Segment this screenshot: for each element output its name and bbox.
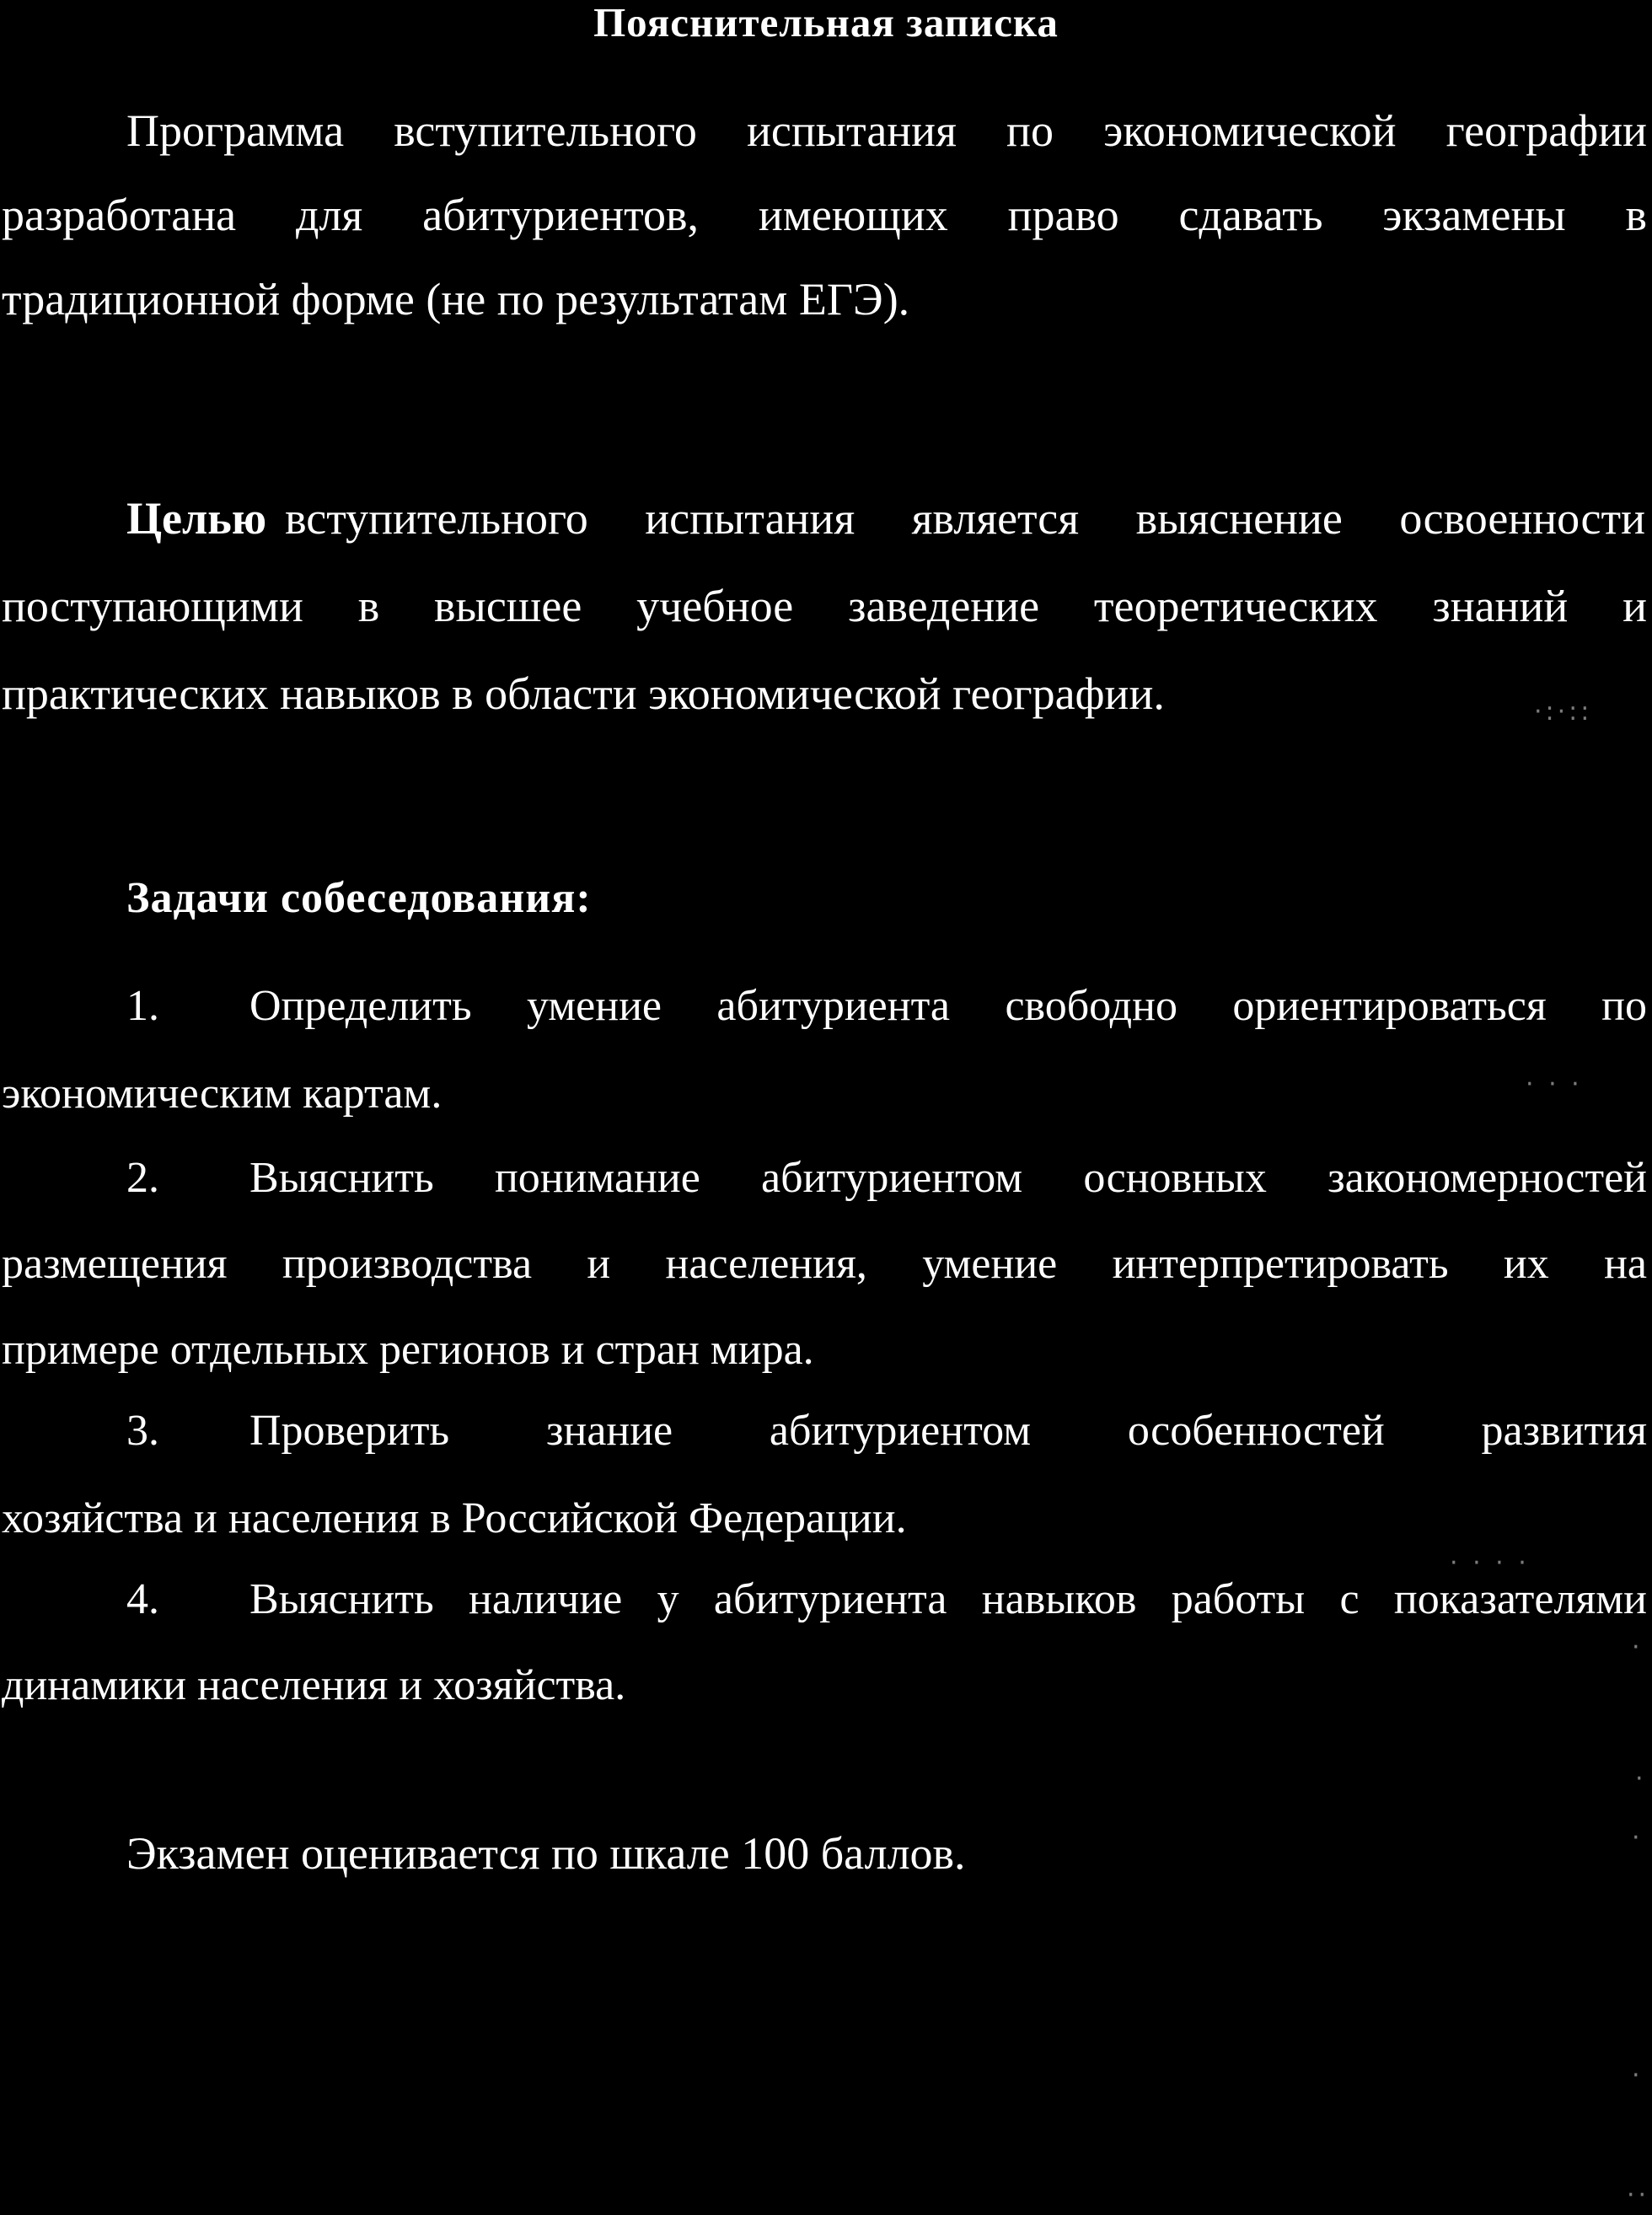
document-title: Пояснительная записка [593,0,1059,46]
task-continuation: хозяйства и населения в Российской Федерации. [2,1494,907,1542]
task-number: 1. [126,982,159,1030]
goal-line-2: поступающими в высшее учебное заведение теоретических знаний и [2,581,1647,631]
task-continuation: размещения производства и населения, умение интерпретировать их на [2,1240,1647,1288]
tasks-heading: Задачи собеседования: [126,874,592,922]
task-number: 4. [126,1575,159,1623]
task-continuation: примере отдельных регионов и стран мира. [2,1326,814,1374]
scan-noise-mark: ·:·:: [1534,697,1593,727]
task-number: 3. [126,1407,159,1455]
task-continuation: экономическим картам. [2,1070,442,1118]
goal-bold-word: Целью [126,493,267,544]
scan-noise-mark: ·· [1627,2180,1650,2210]
intro-line-1: Программа вступительного испытания по экономической географии [126,105,1647,156]
task-first-line: Выяснить наличие у абитуриента навыков работы с показателями [249,1575,1647,1623]
task-first-line: Проверить знание абитуриентом особенностей развития [249,1407,1647,1455]
exam-note: Экзамен оценивается по шкале 100 баллов. [126,1828,966,1879]
goal-line-1-rest: вступительного испытания является выяснение освоенности [285,493,1645,544]
task-continuation: динамики населения и хозяйства. [2,1661,626,1709]
scan-noise-mark: · [1632,1823,1644,1853]
task-number: 2. [126,1154,159,1202]
scan-noise-mark: · · · [1526,1070,1583,1099]
task-first-line: Определить умение абитуриента свободно ориентироваться по [249,982,1647,1030]
scan-noise-mark: · [1632,2061,1644,2090]
goal-line-1 [126,493,1645,546]
intro-line-3: традиционной форме (не по результатам ЕГЭ). [2,274,910,324]
intro-line-2: разработана для абитуриентов, имеющих право сдавать экзамены в [2,190,1647,240]
task-first-line: Выяснить понимание абитуриентом основных закономерностей [249,1154,1647,1202]
goal-line-3: практических навыков в области экономической географии. [2,668,1165,719]
scan-noise-mark: · [1635,1764,1647,1794]
scan-noise-mark: · [1632,1633,1644,1662]
scan-noise-mark: · · · · [1450,1548,1530,1578]
